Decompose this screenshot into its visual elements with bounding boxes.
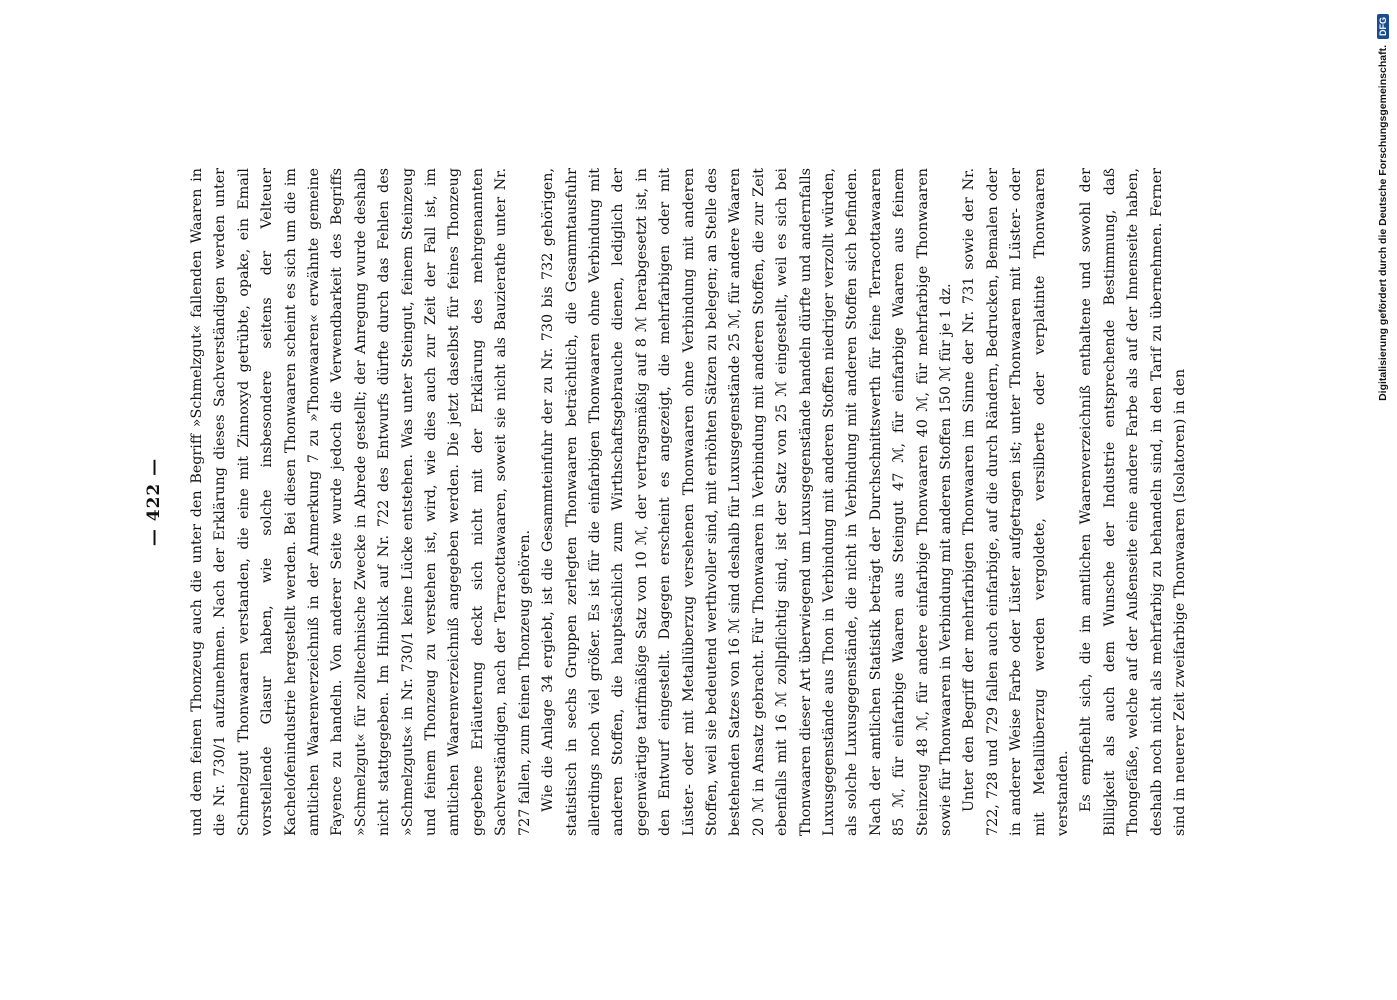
paragraph-4: Es empfiehlt sich, die im amtlichen Waarenverzeichniß enthaltene und sowohl der Billigkeit als auch dem Wunsche der Industrie entsprechende Bestimmung, daß Thongefäße, welche auf der Außenseite eine andere Farbe als auf der Innenseite haben, deshalb noch nicht als mehrfarbig zu behandeln sind, in den Tarif zu übernehmen. Ferner sind in neuerer Zeit zweifarbige Thonwaaren (Isolatoren) in den xyxy=(1078,168,1189,836)
dfg-logo: DFG xyxy=(1377,14,1389,39)
page-number-header: — 422 — xyxy=(144,457,164,547)
paragraph-2: Wie die Anlage 34 ergiebt, ist die Gesammteinfuhr der zu Nr. 730 bis 732 gehörigen, statistisch in sechs Gruppen zerlegten Thonwaaren beträchtlich, die Gesammtausfuhr allerdings noch viel größer. Es ist für die einfarbigen Thonwaaren ohne Verbindung mit anderen Stoffen, die hauptsächlich zum Wirthschaftsgebrauche dienen, lediglich der gegenwärtige tarifmäßige Satz von 10 ℳ, der vertragsmäßig auf 8 ℳ herabgesetzt ist, in den Entwurf eingestellt. Dagegen erscheint es angezeigt, die mehrfarbigen oder mit Lüster- oder mit Metallüberzug versehenen Thonwaaren ohne Verbindung mit anderen Stoffen, weil sie bedeutend werthvoller sind, mit erhöhten Sätzen zu belegen; an Stelle des bestehenden Satzes von 16 ℳ sind deshalb für Luxusgegenstände 25 ℳ, für andere Waaren 20 ℳ in Ansatz gebracht. Für Thonwaaren in Verbindung mit anderen Stoffen, die zur Zeit ebenfalls mit 16 ℳ zollpflichtig sind, ist der Satz von 25 ℳ eingestellt, weil es sich bei Thonwaaren dieser Art überwiegend um Luxusgegenstände handeln dürfte und andernfalls Luxusgegenstände aus Thon in Verbindung mit anderen Stoffen niedriger verzollt würden, als solche Luxusgegenstände, die nicht in Verbindung mit anderen Stoffen sich befinden. Nach der amtlichen Statistik beträgt der Durchschnittswerth für feine Terracottawaaren 85 ℳ, für einfarbige Waaren aus Steingut 47 ℳ, für einfarbige Waaren aus feinem Steinzeug 48 ℳ, für andere einfarbige Thonwaaren 40 ℳ, für mehrfarbige Thonwaaren sowie für Thonwaaren in Verbindung mit anderen Stoffen 150 ℳ für je 1 dz. xyxy=(540,168,954,836)
digitization-footer xyxy=(1371,14,1395,986)
paragraph-3: Unter den Begriff der mehrfarbigen Thonwaaren im Sinne der Nr. 731 sowie der Nr. 722, 728 und 729 fallen auch einfarbige, auf die durch Rändern, Bedrucken, Bemalen oder in anderer Weise Farbe oder Lüster aufgetragen ist; unter Thonwaaren mit Lüster- oder mit Metallüberzug werden vergoldete, versilberte oder verplatinte Thonwaaren verstanden. xyxy=(961,168,1072,836)
body-text xyxy=(186,168,1192,836)
paragraph-1: und dem feinen Thonzeug auch die unter den Begriff »Schmelzgut« fallenden Waaren in die Nr. 730/1 aufzunehmen. Nach der Erklärung dieses Sachverständigen werden unter Schmelzgut Thonwaaren verstanden, die eine mit Zinnoxyd getrübte, opake, ein Email vorstellende Glasur haben, wie solche insbesondere seitens der Velteuer Kachelofenindustrie hergestellt werden. Bei diesen Thonwaaren scheint es sich um die im amtlichen Waarenverzeichniß in der Anmerkung 7 zu »Thonwaaren« erwähnte gemeine Fayence zu handeln. Von anderer Seite wurde jedoch die Verwendbarkeit des Begriffs »Schmelzgut« für zolltechnische Zwecke in Abrede gestellt; der Anregung wurde deshalb nicht stattgegeben. Im Hinblick auf Nr. 722 des Entwurfs dürfte durch das Fehlen des »Schmelzguts« in Nr. 730/1 keine Lücke entstehen. Was unter Steingut, feinem Steinzeug und feinem Thonzeug zu verstehen ist, wird, wie dies auch zur Zeit der Fall ist, im amtlichen Waarenverzeichniß angegeben werden. Die jetzt daselbst für feines Thonzeug gegebene Erläuterung deckt sich nicht mit der Erklärung des mehrgenannten Sachverständigen, nach der Terracottawaaren, soweit sie nicht als Bauzierathe unter Nr. 727 fallen, zum feinen Thonzeug gehören. xyxy=(189,168,533,836)
digitization-note: Digitalisierung gefördert durch die Deutsche Forschungsgemeinschaft. xyxy=(1377,45,1389,401)
rotated-text-block xyxy=(144,168,1189,836)
